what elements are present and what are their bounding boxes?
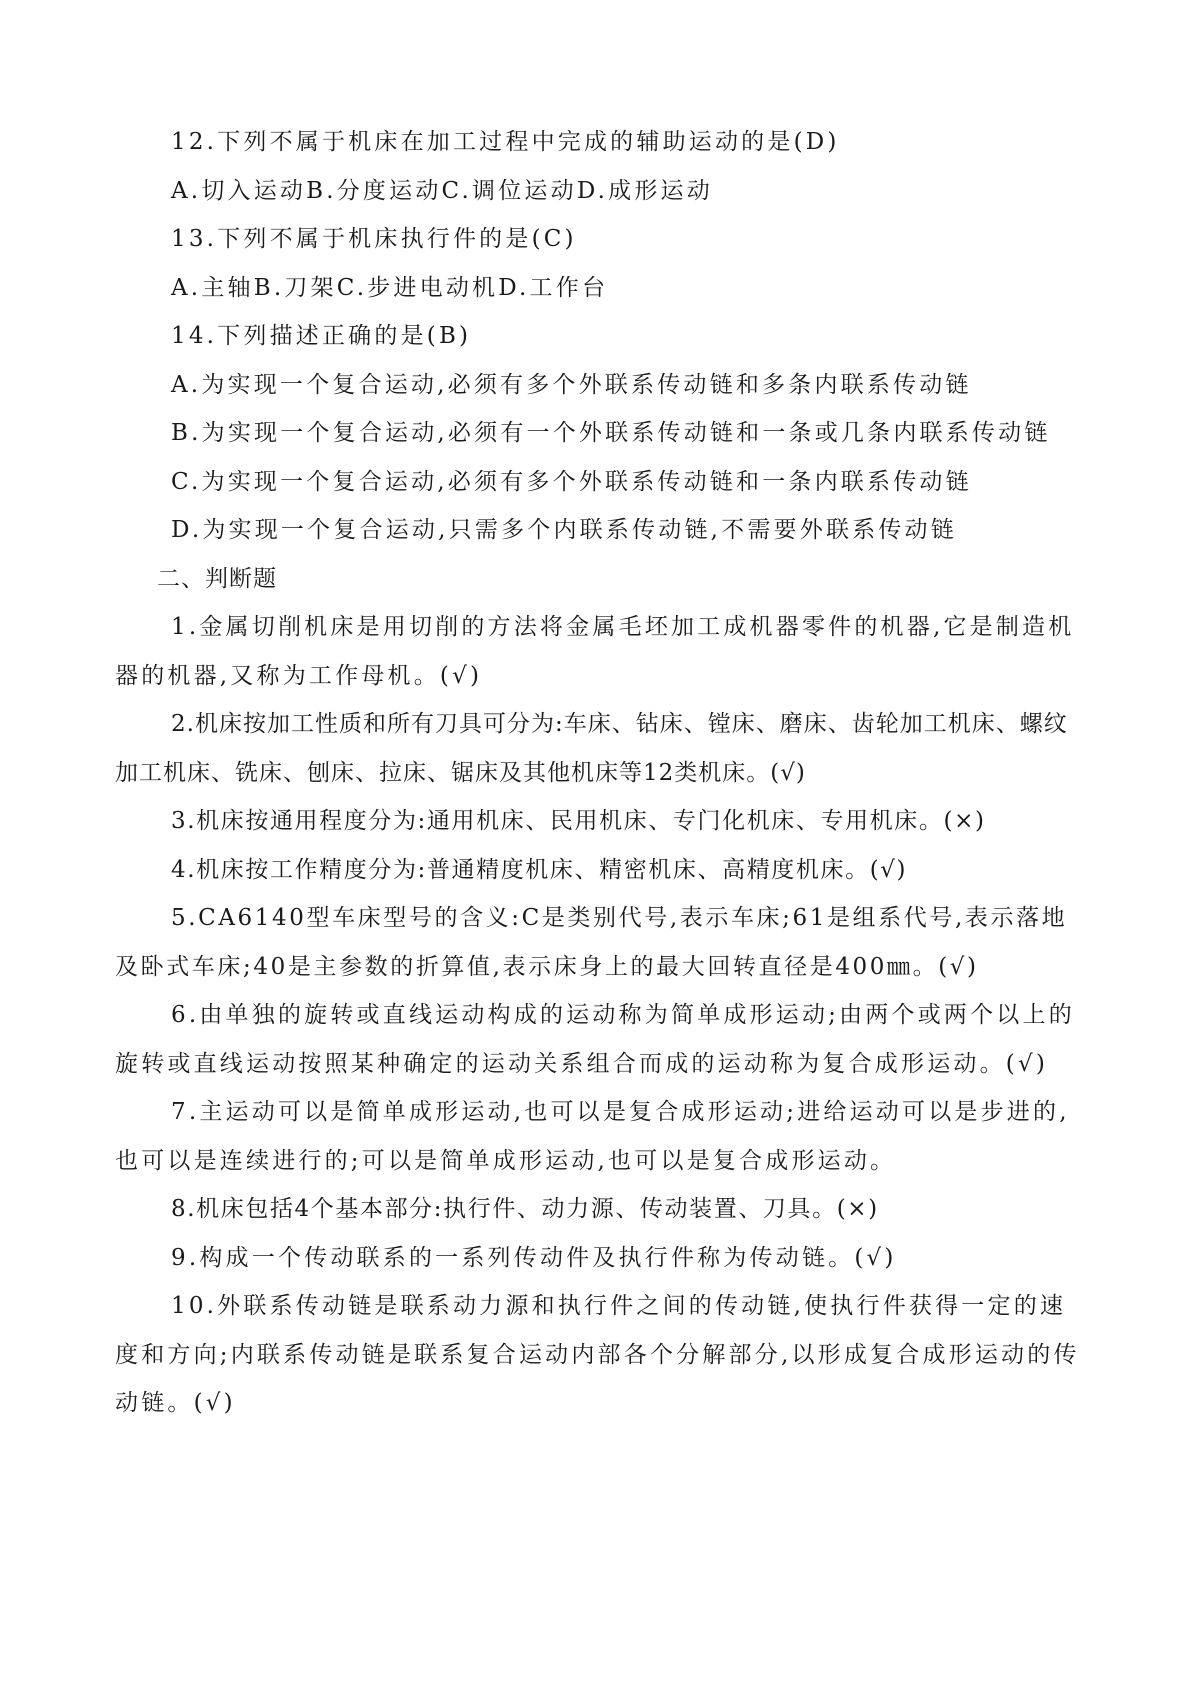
document-body <box>115 118 1085 1428</box>
question-14-option-b: B.为实现一个复合运动,必须有一个外联系传动链和一条或几条内联系传动链 <box>171 420 1051 446</box>
judgment-9: 9.构成一个传动联系的一系列传动件及执行件称为传动链。(√) <box>171 1244 897 1271</box>
question-14-option-c: C.为实现一个复合运动,必须有多个外联系传动链和一条内联系传动链 <box>171 468 972 495</box>
question-13-options: A.主轴B.刀架C.步进电动机D.工作台 <box>171 274 609 301</box>
judgment-1: 1.金属切削机床是用切削的方法将金属毛坯加工成机器零件的机器,它是制造机器的机器,又称为工作母机。(√) <box>115 614 1075 689</box>
section-heading-true-false: 二、判断题 <box>157 565 277 592</box>
question-12: 12.下列不属于机床在加工过程中完成的辅助运动的是(D) <box>171 129 840 155</box>
judgment-7: 7.主运动可以是简单成形运动,也可以是复合成形运动;进给运动可以是步进的,也可以是连续进行的;可以是简单成形运动,也可以是复合成形运动。 <box>115 1099 1070 1174</box>
judgment-4: 4.机床按工作精度分为:普通精度机床、精密机床、高精度机床。(√) <box>171 856 908 883</box>
judgment-2: 2.机床按加工性质和所有刀具可分为:车床、钻床、镗床、磨床、齿轮加工机床、螺纹加工机床、铣床、刨床、拉床、锯床及其他机床等12类机床。(√) <box>115 711 1068 786</box>
judgment-8: 8.机床包括4个基本部分:执行件、动力源、传动装置、刀具。(×) <box>171 1196 879 1222</box>
judgment-5: 5.CA6140型车床型号的含义:C是类别代号,表示车床;61是组系代号,表示落地及卧式车床;40是主参数的折算值,表示床身上的最大回转直径是400㎜。(√) <box>115 905 1068 980</box>
judgment-10: 10.外联系传动链是联系动力源和执行件之间的传动链,使执行件获得一定的速度和方向;内联系传动链是联系复合运动内部各个分解部分,以形成复合成形运动的传动链。(√) <box>115 1293 1080 1416</box>
question-14: 14.下列描述正确的是(B) <box>171 323 472 349</box>
question-14-option-d: D.为实现一个复合运动,只需多个内联系传动链,不需要外联系传动链 <box>171 517 957 543</box>
question-13: 13.下列不属于机床执行件的是(C) <box>171 226 577 252</box>
question-14-option-a: A.为实现一个复合运动,必须有多个外联系传动链和多条内联系传动链 <box>171 371 972 398</box>
judgment-6: 6.由单独的旋转或直线运动构成的运动称为简单成形运动;由两个或两个以上的旋转或直线运动按照某种确定的运动关系组合而成的运动称为复合成形运动。(√) <box>115 1002 1075 1077</box>
judgment-3: 3.机床按通用程度分为:通用机床、民用机床、专门化机床、专用机床。(×) <box>171 808 986 834</box>
question-12-options: A.切入运动B.分度运动C.调位运动D.成形运动 <box>171 177 713 204</box>
